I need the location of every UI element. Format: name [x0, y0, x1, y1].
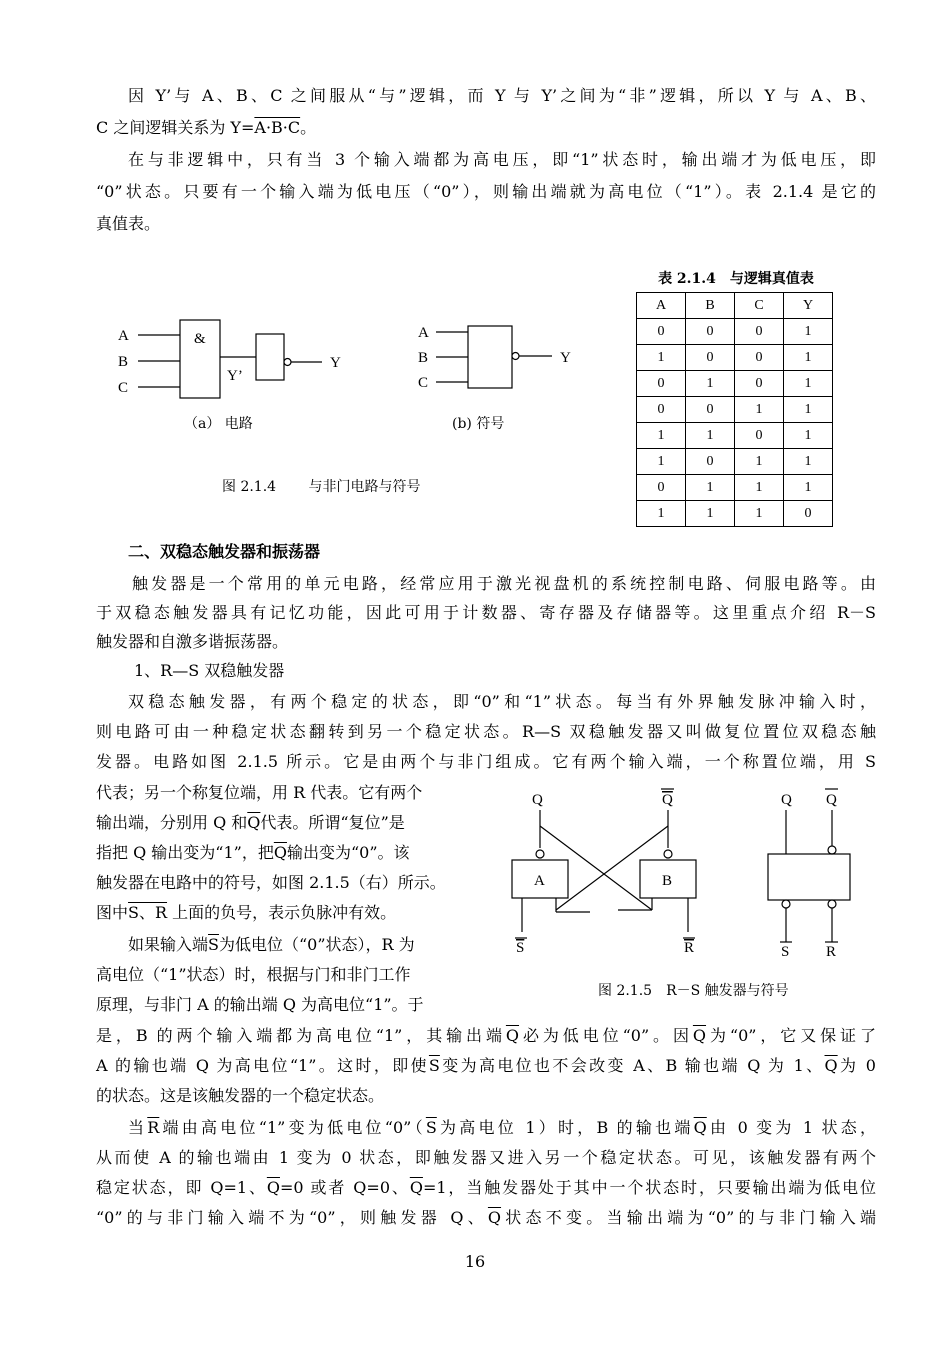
- figure-caption-214: 图 2.1.4 与非门电路与符号: [222, 479, 421, 495]
- cell: 0: [686, 397, 735, 423]
- and-gate-symbol: &: [194, 331, 206, 347]
- s2-p3-line2: 高电位（“1”状态）时，根据与门和非门工作: [96, 965, 411, 984]
- text-span: 输出端，分别用 Q 和: [96, 813, 248, 832]
- q-bar: $\overline{Q}$: [824, 1056, 838, 1075]
- s-r-bar: S、R: [128, 903, 168, 922]
- symbol-q-bar-label: Q: [826, 792, 837, 808]
- cell: 0: [735, 319, 784, 345]
- figure-caption-b: (b) 符号: [452, 416, 505, 432]
- s2-p2-line7: 触发器在电路中的符号，如图 2.1.5（右）所示。: [96, 873, 446, 892]
- symbol-r-label: R: [826, 944, 837, 960]
- text-span: “0”的与非门输入端不为“0”，则触发器 Q、: [96, 1208, 488, 1227]
- output-y-label: Y: [330, 355, 341, 371]
- cell: 1: [637, 345, 686, 371]
- text-span: 由 0 变为 1 状态，: [706, 1118, 876, 1137]
- cell: 1: [784, 397, 833, 423]
- s2-p2-line4: 代表；另一个称复位端，用 R 代表。它有两个: [96, 783, 423, 802]
- s2-p2-line3: 发器。电路如图 2.1.5 所示。它是由两个与非门组成。它有两个输入端，一个称置位端，用 S: [96, 752, 876, 771]
- gate-b-output-bubble: [664, 850, 672, 858]
- formula-prefix: C 之间逻辑关系为 Y=: [96, 118, 255, 137]
- subsection-title: 1、R—S 双稳触发器: [134, 661, 285, 680]
- s2-p1-line1: 触发器是一个常用的单元电路，经常应用于激光视盘机的系统控制电路、伺服电路等。由: [132, 574, 876, 593]
- text-span: 上面的负号，表示负脉冲有效。: [167, 903, 397, 922]
- para2-line3: 真值表。: [96, 214, 161, 233]
- cell: 0: [735, 423, 784, 449]
- s2-p3-line3: 原理，与非门 A 的输出端 Q 为高电位“1”。于: [96, 995, 424, 1014]
- not-gate: [256, 334, 284, 380]
- q-bar: $\overline{Q}$: [505, 1026, 520, 1045]
- table-row: [637, 501, 833, 527]
- s2-p4-line3: [96, 1178, 876, 1198]
- s-bar: $\overline{S}$: [425, 1118, 437, 1137]
- q-bar: $\overline{Q}$: [692, 1026, 707, 1045]
- text-span: 状态不变。当输出端为“0”的与非门输入端: [501, 1208, 876, 1227]
- text-span: 变为高电位也不会改变 A、B 输也端 Q 为 1、: [439, 1056, 825, 1075]
- s2-p3-line6: 的状态。这是该触发器的一个稳定状态。: [96, 1086, 385, 1105]
- symbol-input-b-label: B: [418, 350, 429, 366]
- text-span: 输出变为“0”。该: [286, 843, 410, 862]
- input-a-label: A: [118, 328, 129, 344]
- cell: 0: [735, 371, 784, 397]
- truth-table: [636, 292, 833, 527]
- q-bar: $\overline{Q}$: [693, 1118, 707, 1137]
- flipflop-symbol-box: [768, 854, 850, 900]
- cell: 0: [637, 319, 686, 345]
- nand-gate-symbol: [468, 326, 512, 388]
- text-span: 是，B 的两个输入端都为高电位“1”，其输出端: [96, 1026, 506, 1045]
- text-span: =0 或者 Q=0、: [279, 1178, 410, 1197]
- symbol-qbar-bubble: [828, 846, 836, 854]
- cell: 1: [735, 449, 784, 475]
- cell: 1: [637, 423, 686, 449]
- truth-table-header-row: [637, 293, 833, 319]
- input-c-label: C: [118, 380, 129, 396]
- symbol-q-label: Q: [781, 792, 792, 808]
- cell: 0: [686, 449, 735, 475]
- intermediate-label: Y’: [227, 368, 243, 384]
- text-span: A 的输也端 Q 为高电位“1”。这时，即使: [96, 1056, 429, 1075]
- symbol-inversion-bubble: [512, 353, 519, 360]
- figure-caption-a: （a） 电路: [184, 416, 253, 432]
- cell: 1: [686, 475, 735, 501]
- table-row: [637, 371, 833, 397]
- symbol-input-a-label: A: [418, 325, 429, 341]
- s2-p4-line4: [96, 1208, 876, 1228]
- figure-caption-215: 图 2.1.5 R－S 触发器与符号: [598, 983, 789, 999]
- text-span: 指把 Q 输出变为“1”，把: [96, 843, 274, 862]
- header-b: B: [686, 293, 735, 319]
- inversion-bubble: [284, 359, 291, 366]
- header-c: C: [735, 293, 784, 319]
- para2-line1: 在与非逻辑中，只有当 3 个输入端都为高电压，即“1”状态时，输出端才为低电压，即: [128, 150, 876, 169]
- s2-p1-line3: 触发器和自激多谐振荡器。: [96, 632, 289, 651]
- gate-a-output-bubble: [536, 850, 544, 858]
- cell: 0: [735, 345, 784, 371]
- r-bar: $\overline{R}$: [147, 1118, 160, 1137]
- cell: 1: [686, 501, 735, 527]
- rs-flipflop-diagram: [500, 782, 870, 972]
- nand-symbol-diagram: [410, 318, 590, 398]
- text-span: 必为低电位“0”。因: [519, 1026, 693, 1045]
- cell: 1: [637, 501, 686, 527]
- input-b-label: B: [118, 354, 129, 370]
- cell: 0: [637, 475, 686, 501]
- section-heading: 二、双稳态触发器和振荡器: [128, 542, 321, 561]
- text-span: 为高电位 1）时，B 的输也端: [436, 1118, 694, 1137]
- s2-p2-line6: [96, 843, 486, 863]
- cell: 1: [784, 345, 833, 371]
- cell: 1: [637, 449, 686, 475]
- s-bar: $\overline{S}$: [208, 935, 219, 954]
- cell: 1: [784, 371, 833, 397]
- cell: 1: [784, 423, 833, 449]
- s2-p3-line5: [96, 1056, 876, 1076]
- table-row: [637, 397, 833, 423]
- text-span: 代表。所谓“复位”是: [260, 813, 405, 832]
- cell: 0: [686, 319, 735, 345]
- symbol-s-bubble: [782, 900, 790, 908]
- symbol-input-c-label: C: [418, 375, 429, 391]
- q-bar: $\overline{Q}$: [409, 1178, 423, 1197]
- text-span: 当: [128, 1118, 148, 1137]
- page-number: 16: [464, 1252, 486, 1271]
- table-row: [637, 449, 833, 475]
- formula-expression: A·B·C: [254, 118, 301, 137]
- cell: 1: [784, 319, 833, 345]
- q-bar: $\overline{Q}$: [266, 1178, 280, 1197]
- symbol-s-label: S: [781, 944, 790, 960]
- cell: 1: [735, 475, 784, 501]
- cell: 0: [637, 397, 686, 423]
- table-row: [637, 423, 833, 449]
- cell: 1: [784, 475, 833, 501]
- table-row: [637, 319, 833, 345]
- text-span: =1，当触发器处于其中一个状态时，只要输出端为低电位: [422, 1178, 876, 1197]
- symbol-output-y-label: Y: [560, 350, 571, 366]
- s-bar: $\overline{S}$: [428, 1056, 440, 1075]
- para1-line2: [96, 118, 876, 138]
- text-span: 为 0: [837, 1056, 876, 1075]
- truth-table-title: 表 2.1.4 与逻辑真值表: [658, 271, 814, 287]
- s2-p3-line1: [128, 935, 486, 955]
- cell: 1: [784, 449, 833, 475]
- gate-a-label: A: [534, 873, 545, 889]
- text-span: 为低电位（“0”状态），R 为: [218, 935, 415, 954]
- text-span: 为“0”，它又保证了: [706, 1026, 876, 1045]
- cell: 1: [735, 501, 784, 527]
- gate-b-label: B: [662, 873, 673, 889]
- header-a: A: [637, 293, 686, 319]
- s-bar-label: S: [516, 940, 525, 956]
- q-bar-label-b: Q: [662, 792, 673, 808]
- table-row: [637, 475, 833, 501]
- s2-p1-line2: 于双稳态触发器具有记忆功能，因此可用于计数器、寄存器及存储器等。这里重点介绍 R－S: [96, 603, 876, 622]
- q-bar: $\overline{Q}$: [273, 843, 287, 862]
- para1-line1: 因 Y’与 A、B、C 之间服从“与”逻辑，而 Y 与 Y’之间为“非”逻辑，所以 Y 与 A、B、: [128, 86, 876, 105]
- q-bar: $\overline{Q}$: [247, 813, 261, 832]
- cell: 0: [784, 501, 833, 527]
- s2-p2-line5: [96, 813, 486, 833]
- q-label-a: Q: [532, 792, 543, 808]
- r-bar-label: R: [684, 940, 695, 956]
- cell: 0: [637, 371, 686, 397]
- s2-p2-line1: 双稳态触发器，有两个稳定的状态，即“0”和“1”状态。每当有外界触发脉冲输入时，: [128, 692, 876, 711]
- para2-line2: “0”状态。只要有一个输入端为低电压（“0”），则输出端就为高电位（“1”）。表 2.1.4 是它的: [96, 182, 876, 201]
- q-bar: $\overline{Q}$: [487, 1208, 502, 1227]
- text-span: 端由高电位“1”变为低电位“0”（: [159, 1118, 426, 1137]
- cell: 1: [686, 371, 735, 397]
- cell: 1: [686, 423, 735, 449]
- cell: 1: [735, 397, 784, 423]
- text-span: 图中: [96, 903, 129, 922]
- header-y: Y: [784, 293, 833, 319]
- nand-circuit-diagram: [110, 312, 350, 402]
- s2-p2-line2: 则电路可由一种稳定状态翻转到另一个稳定状态。R—S 双稳触发器又叫做复位置位双稳态触: [96, 722, 876, 741]
- table-row: [637, 345, 833, 371]
- formula-suffix: 。: [300, 118, 317, 137]
- s2-p4-line1: [128, 1118, 876, 1138]
- s2-p3-line4: [96, 1026, 876, 1046]
- text-span: 稳定状态，即 Q=1、: [96, 1178, 267, 1197]
- s2-p4-line2: 从而使 A 的输也端由 1 变为 0 状态，即触发器又进入另一个稳定状态。可见，该触发器有两个: [96, 1148, 876, 1167]
- s2-p2-line8: [96, 903, 486, 923]
- cell: 0: [686, 345, 735, 371]
- symbol-r-bubble: [828, 900, 836, 908]
- text-span: 如果输入端: [128, 935, 209, 954]
